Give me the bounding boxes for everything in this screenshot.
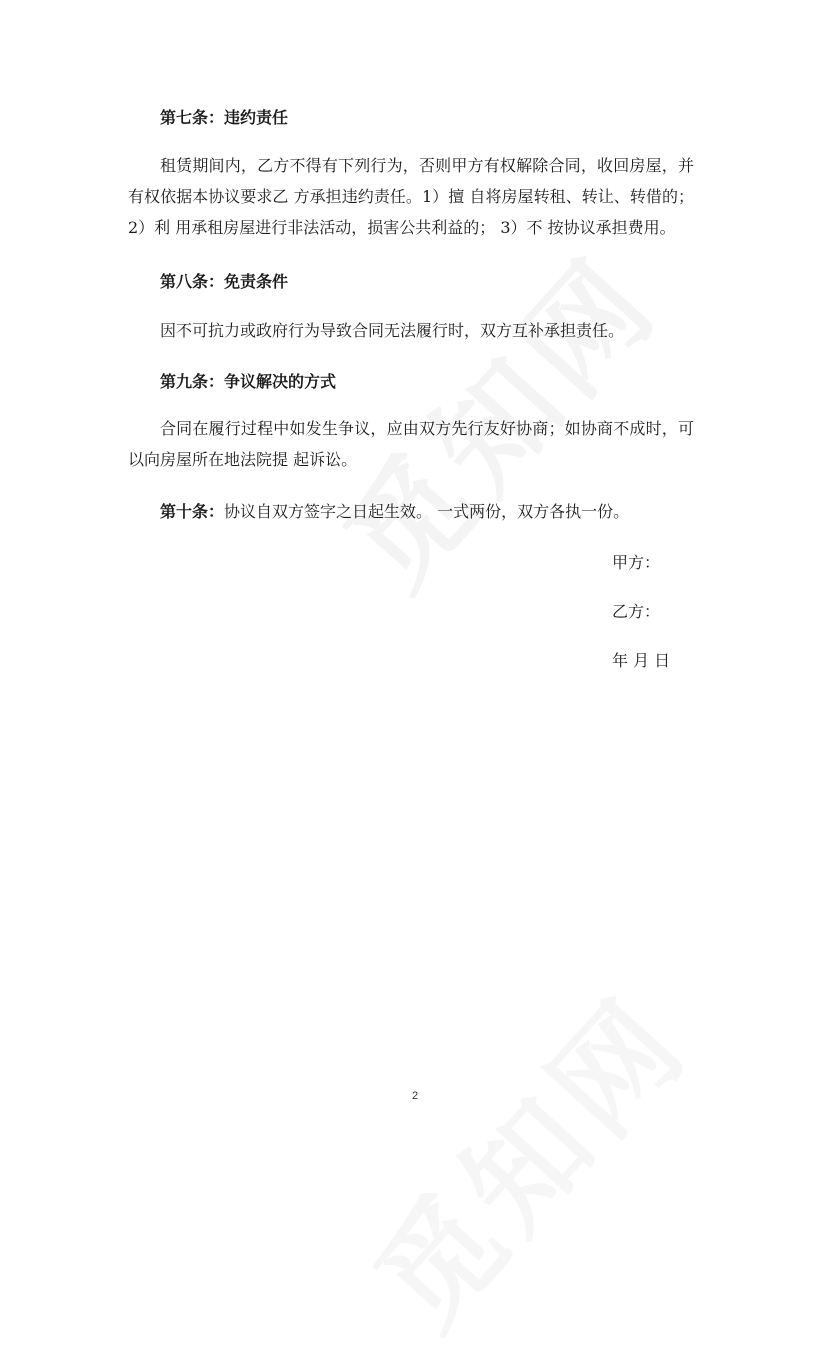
article7-heading: 第七条：违约责任 (160, 108, 289, 127)
watermark-lower (331, 954, 720, 1358)
signature-party-b: 乙方： (612, 602, 661, 621)
article8-heading: 第八条：免责条件 (160, 272, 289, 291)
page-number: 2 (411, 1090, 419, 1102)
article7-body: 租赁期间内，乙方不得有下列行为，否则甲方有权解除合同，收回房屋，并有权依据本协议要求乙 方承担违约责任。1）擅 自将房屋转租、转让、转借的；2）利 用承租房屋进行非法活动，损害公共利益的； 3）不 按协议承担费用。 (128, 156, 694, 237)
article9-body: 合同在履行过程中如发生争议，应由双方先行友好协商；如协商不成时，可以向房屋所在地法院提 起诉讼。 (128, 419, 694, 469)
article10-label: 第十条： (160, 502, 225, 521)
article10-line (160, 502, 629, 522)
signature-date: 年 月 日 (612, 651, 671, 670)
article9-heading: 第九条：争议解决的方式 (160, 372, 337, 391)
article8-body: 因不可抗力或政府行为导致合同无法履行时，双方互补承担责任。 (160, 321, 625, 340)
article10-body: 协议自双方签字之日起生效。 一式两份，双方各执一份。 (224, 502, 630, 521)
signature-party-a: 甲方： (612, 553, 661, 572)
